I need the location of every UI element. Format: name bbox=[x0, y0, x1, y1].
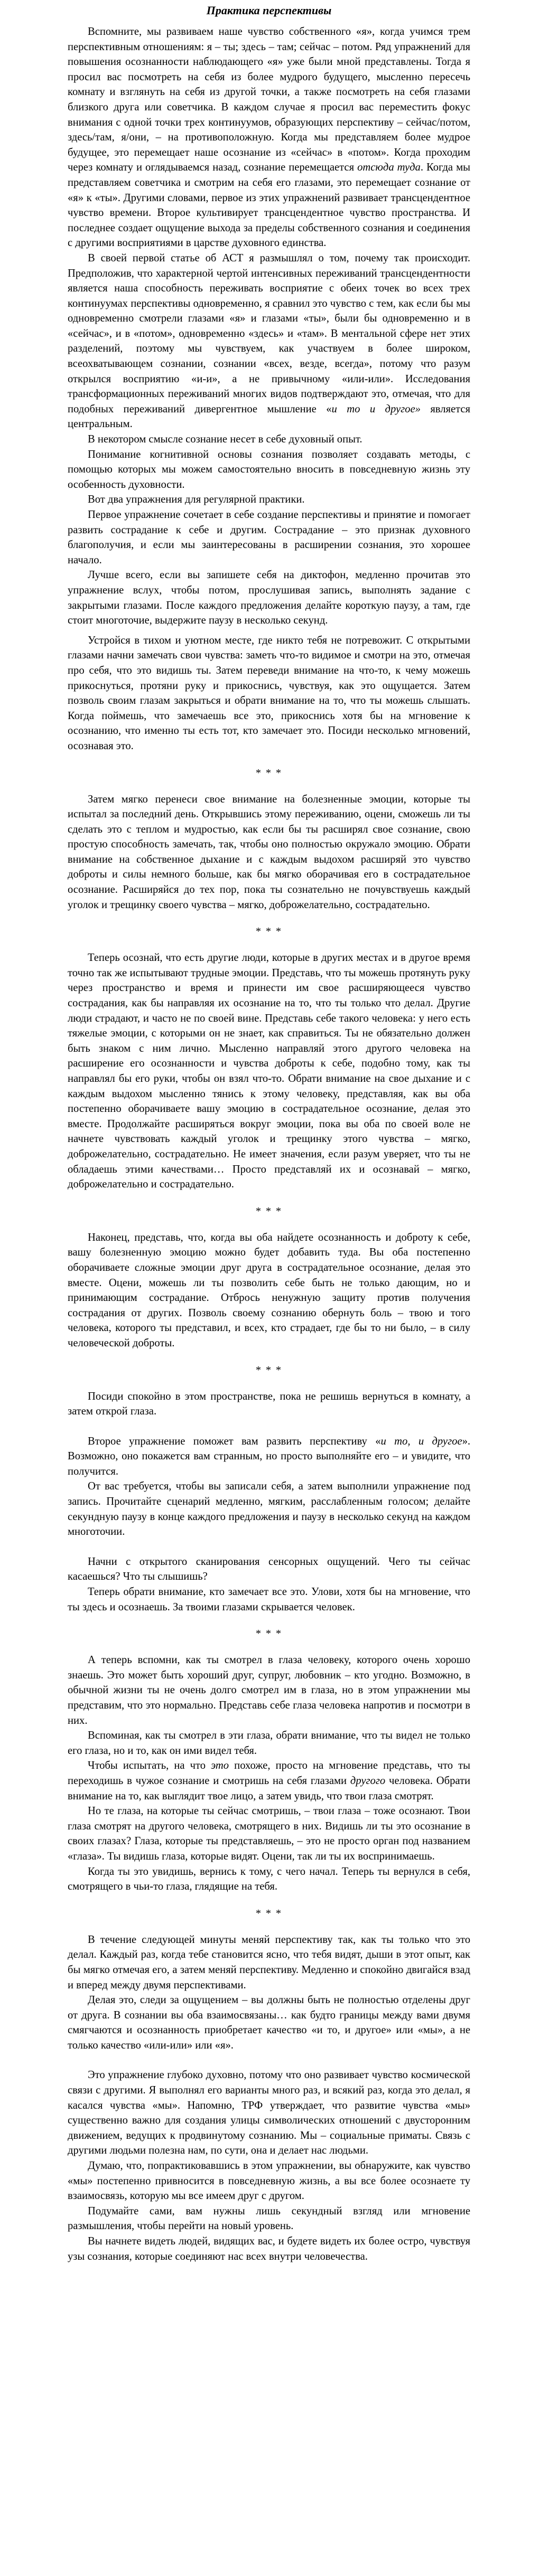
paragraph bbox=[68, 950, 470, 1192]
section-separator: * * * bbox=[256, 926, 282, 938]
text-run: Начни с открытого сканирования сенсорных ощущений. Чего ты сейчас касаешься? Что ты слышишь? bbox=[68, 1555, 470, 1583]
paragraph bbox=[68, 2068, 470, 2158]
spacer bbox=[68, 1419, 470, 1434]
document-title: Практика перспективы bbox=[206, 4, 332, 17]
text-run: Думаю, что, попрактиковавшись в этом упражнении, вы обнаружите, как чувство «мы» постепенно привносится в повседневную жизнь, а вы все более осознаете ту взаимосвязь, которую мы все имеем друг с другом. bbox=[68, 2160, 470, 2202]
text-run: Вспоминая, как ты смотрел в эти глаза, обрати внимание, что ты видел не только его глаза, но и то, как он ими видел тебя. bbox=[68, 1730, 470, 1757]
text-run: Чтобы испытать, на что bbox=[88, 1760, 211, 1772]
text-run: Затем мягко перенеси свое внимание на болезненные эмоции, которые ты испытал за последний день. Открывшись этому переживанию, оцени, сможешь ли ты сделать это с теплом и мудростью, как если бы ты расширял свое сознание, свою простую способность замечать, так, чтобы оно полностью окружало эмоцию. Обрати внимание на собственное дыхание и с каждым выдохом расширяй это чувство доброты и силы немного больше, как бы мягко оборачивая его в сострадательное осознание. Расширяйся до тех пор, пока ты сознательно не почувствуешь каждый уголок и трещинку своего чувства – мягко, доброжелательно, сострадательно. bbox=[68, 793, 470, 911]
text-run: Но те глаза, на которые ты сейчас смотришь, – твои глаза – тоже осознают. Твои глаза смотрят на другого человека, смотрящего в них. Видишь ли ты это осознание в своих глазах? Глаза, которые ты представляешь, – это не просто орган под названием «глаза». Ты видишь глаза, которые видят. Оцени, так ли ты их воспринимаешь. bbox=[68, 1805, 470, 1862]
paragraph bbox=[68, 1584, 470, 1615]
text-run: От вас требуется, чтобы вы записали себя, а затем выполнили упражнение под запись. Прочитайте сценарий медленно, мягким, расслабленным голосом; делайте секундную паузу в конце каждого предложения и паузу в несколько секунд на каждом многоточии. bbox=[68, 1480, 470, 1538]
text-run: Первое упражнение сочетает в себе создание перспективы и принятие и помогает развить сострадание к себе и другим. Сострадание – это признак духовного благополучия, и если мы заинтересованы в расширении сознания, это хорошее начало. bbox=[68, 509, 470, 566]
text-run: Теперь обрати внимание, кто замечает все это. Улови, хотя бы на мгновение, что ты здесь и осознаешь. За твоими глазами скрывается человек. bbox=[68, 1586, 470, 1613]
paragraph bbox=[68, 251, 470, 432]
text-run: является центральным. bbox=[68, 403, 471, 430]
italic-text: и то, и другое bbox=[380, 1435, 462, 1447]
text-run: Теперь осознай, что есть другие люди, которые в других местах и в другое время точно так же испытывают трудные эмоции. Представь, что ты можешь протянуть руку через пространство и время и принести им свое расширяющееся чувство сострадания, как бы направляя их осознание на то, что ты только что делал. Другие люди страдают, и часто не по своей вине. Представь себе такого человека: у него есть тяжелые эмоции, с которыми он не знает, как справиться. Ты не обязательно должен быть знаком с ним лично. Мысленно направляй этого другого человека на расширение его осознанности и чувства доброты к себе, подобно тому, как ты направлял бы его руки, чтобы он взял что-то. Обрати внимание на свое дыхание и с каждым выдохом мысленно тянись к этому человеку, представляя, как вы оба постепенно оборачиваете вашу эмоцию в сострадательное осознание, делая это вместе. Продолжайте расширяться вокруг эмоции, пока вы оба по своей воле не начнете чувствовать каждый уголок и трещинку этого чувства – мягко, доброжелательно, сострадательно. Не имеет значения, если разум уверяет, что ты не обладаешь этими качествами… Просто представляй их и осознавай – мягко, доброжелательно и сострадательно. bbox=[68, 952, 470, 1191]
spacer bbox=[68, 1540, 470, 1554]
paragraph bbox=[68, 633, 470, 754]
text-run: Понимание когнитивной основы сознания позволяет создавать методы, с помощью которых мы можем самостоятельно вносить в повседневную жизнь эту особенность духовности. bbox=[68, 448, 470, 490]
spacer bbox=[68, 628, 470, 633]
paragraph bbox=[68, 1728, 470, 1758]
text-run: ». Возможно, оно покажется вам странным, но просто выполняйте его – и увидите, что получится. bbox=[68, 1435, 471, 1477]
paragraph bbox=[68, 1554, 470, 1584]
paragraph bbox=[68, 2158, 470, 2204]
text-run: А теперь вспомни, как ты смотрел в глаза человеку, которого очень хорошо знаешь. Это может быть хороший друг, супруг, любовник – кто угодно. Возможно, в обычной жизни ты не очень долго смотрел им в глаза, но в этом упражнении мы представим, что это нормально. Представь себе глаза человека напротив и посмотри в них. bbox=[68, 1654, 470, 1726]
text-run: человека. Обрати внимание на то, как выглядит твое лицо, а затем увидь, что твои глаза смотрят. bbox=[68, 1775, 470, 1802]
spacer bbox=[68, 2053, 470, 2068]
paragraph bbox=[68, 432, 470, 447]
text-run: В некотором смысле сознание несет в себе духовный опыт. bbox=[88, 433, 363, 446]
paragraph bbox=[68, 1389, 470, 1419]
paragraph bbox=[68, 2204, 470, 2234]
italic-text: другого bbox=[350, 1775, 386, 1787]
paragraph bbox=[68, 1758, 470, 1804]
italic-text: это bbox=[211, 1760, 229, 1772]
paragraph bbox=[68, 1653, 470, 1728]
text-run: Наконец, представь, что, когда вы оба найдете осознанность и доброту к себе, вашу болезненную эмоцию можно будет добавить туда. Вы оба постепенно оборачиваете сложные эмоции друг друга в сострадательное осознание, делая это вместе. Оцени, можешь ли ты позволить себе быть не только дающим, но и принимающим сострадание. Отбрось ненужную защиту против получения сострадания от других. Позволь своему сознанию обернуть боль – твою и того человека, которого ты представил, и всех, кто страдает, где бы то ни было, – в силу человеческой доброты. bbox=[68, 1231, 470, 1349]
text-run: Когда ты это увидишь, вернись к тому, с чего начал. Теперь ты вернулся в себя, смотрящего в чьи-то глаза, глядящие на тебя. bbox=[68, 1865, 470, 1893]
text-run: Вспомните, мы развиваем наше чувство собственного «я», когда учимся трем перспективным отношениям: я – ты; здесь – там; сейчас – потом. Ряд упражнений для повышения осознанности наблюдающего «я» уже были мной представлены. Тогда я просил вас посмотреть на себя из более мудрого будущего, мысленно пересечь комнату и взглянуть на себя из другой точки, а также посмотреть на себя глазами близкого друга или советчика. В каждом случае я просил вас переместить фокус внимания с одной точки трех континуумов, образующих перспективу – сейчас/потом, здесь/там, я/они, – на противоположную. Когда мы представляем более мудрое будущее, это перемещает наше осознание из «сейчас» в «потом». Когда проходим через комнату и оглядываемся назад, сознание перемещается bbox=[68, 26, 470, 174]
paragraph bbox=[68, 1804, 470, 1864]
paragraph bbox=[68, 1434, 470, 1479]
text-run: Подумайте сами, вам нужны лишь секундный взгляд или мгновение размышления, чтобы перейти на новый уровень. bbox=[68, 2205, 470, 2232]
text-run: В своей первой статье об АСТ я размышлял о том, почему так происходит. Предположив, что характерной чертой интенсивных переживаний трансцендентности является наша способность переживать восприятие с обеих точек во всех трех континуумах перспективы одновременно, я сравнил это чувство с тем, как если бы мы одновременно смотрели глазами «я» и глазами «ты», были бы одновременно и в «сейчас», и в «потом», одновременно «здесь» и «там». В ментальной сфере нет этих разделений, поэтому мы чувствуем, как участвуем в более широком, всеохватывающем сознании, сознании «всех, везде, всегда», потому что разум открылся восприятию «и-и», а не привычному «или-или». Исследования трансформационных переживаний многих видов подтверждают это, отмечая, что для подобных переживаний дивергентное мышление « bbox=[68, 252, 470, 415]
paragraph bbox=[68, 447, 470, 493]
text-run: Устройся в тихом и уютном месте, где никто тебя не потревожит. С открытыми глазами начни замечать свои чувства: заметь что-то видимое и смотри на это, отмечая про себя, что это видишь ты. Затем переведи внимание на что-то, к чему можешь прикоснуться, протяни руку и прикоснись, чувствуя, как это ощущается. Затем позволь своим глазам закрыться и обрати внимание на то, что ты можешь слышать. Когда поймешь, что замечаешь все это, прикоснись хотя бы на мгновение к осознанию, что именно ты есть тот, кто замечает это. Посиди несколько мгновений, осознавая это. bbox=[68, 634, 470, 752]
paragraph bbox=[68, 1932, 470, 1993]
paragraph bbox=[68, 24, 470, 251]
text-run: Второе упражнение поможет вам развить перспективу « bbox=[88, 1435, 381, 1447]
text-run: Посиди спокойно в этом пространстве, пока не решишь вернуться в комнату, а затем открой глаза. bbox=[68, 1390, 470, 1418]
italic-text: отсюда туда bbox=[357, 162, 421, 174]
section-separator: * * * bbox=[256, 1364, 282, 1376]
text-run: похоже, просто на мгновение представь, что ты переходишь в чужое сознание и смотришь на себя глазами bbox=[68, 1760, 470, 1787]
section-separator: * * * bbox=[256, 767, 282, 779]
section-separator: * * * bbox=[256, 1628, 282, 1640]
paragraph bbox=[68, 507, 470, 568]
text-run: Делая это, следи за ощущением – вы должны быть не полностью отделены друг от друга. В сознании вы оба взаимосвязаны… как будто границы между вами двумя смягчаются и осознанность приобретает качество «и то, и другое» или «мы», а не только качество «или-или» или «я». bbox=[68, 1994, 470, 2051]
text-run: . Когда мы представляем советчика и смотрим на себя его глазами, это перемещает сознание от «я» к «ты». Другими словами, первое из этих упражнений развивает трансцендентное чувство времени. Второе культивирует трансцендентное чувство пространства. И последнее создает ощущение выхода за пределы собственного сознания и соединения с другими восприятиями в царстве духовного единства. bbox=[68, 162, 470, 249]
text-run: Вы начнете видеть людей, видящих вас, и будете видеть их более остро, чувствуя узы сознания, которые соединяют нас всех внутри человечества. bbox=[68, 2235, 470, 2262]
text-run: В течение следующей минуты меняй перспективу так, как ты только что это делал. Каждый раз, когда тебе становится ясно, что тебя видят, дыши в этот опыт, как бы мягко отмечая его, а затем меняй перспективу. Медленно и спокойно двигайся взад и вперед между двумя перспективами. bbox=[68, 1933, 470, 1991]
paragraph bbox=[68, 568, 470, 628]
paragraph bbox=[68, 1864, 470, 1894]
paragraph bbox=[68, 2234, 470, 2264]
italic-text: и то и другое» bbox=[331, 403, 421, 415]
paragraph bbox=[68, 1230, 470, 1351]
paragraph bbox=[68, 1993, 470, 2053]
text-run: Лучше всего, если вы запишете себя на диктофон, медленно прочитав это упражнение вслух, чтобы потом, прослушивая запись, выполнять задание с закрытыми глазами. После каждого предложения делайте короткую паузу, а там, где стоит многоточие, выдержите паузу в несколько секунд. bbox=[68, 569, 470, 627]
paragraph bbox=[68, 1479, 470, 1539]
document-page bbox=[68, 0, 470, 2264]
paragraph bbox=[68, 792, 470, 913]
section-separator: * * * bbox=[256, 1205, 282, 1217]
text-run: Вот два упражнения для регулярной практики. bbox=[88, 494, 305, 506]
text-run: Это упражнение глубоко духовно, потому что оно развивает чувство космической связи с другими. Я выполнял его варианты много раз, и всякий раз, когда это делал, я касался чувства «мы». Напомню, ТРФ утверждает, что развитие чувства «мы» существенно важно для создания улицы символических отношений с двусторонним движением, ведущих к продвинутому сознанию. Мы – социальные приматы. Связь с другими людьми полезна нам, по сути, она и делает нас людьми. bbox=[68, 2069, 470, 2157]
section-separator: * * * bbox=[256, 1907, 282, 1919]
paragraph bbox=[68, 492, 470, 507]
